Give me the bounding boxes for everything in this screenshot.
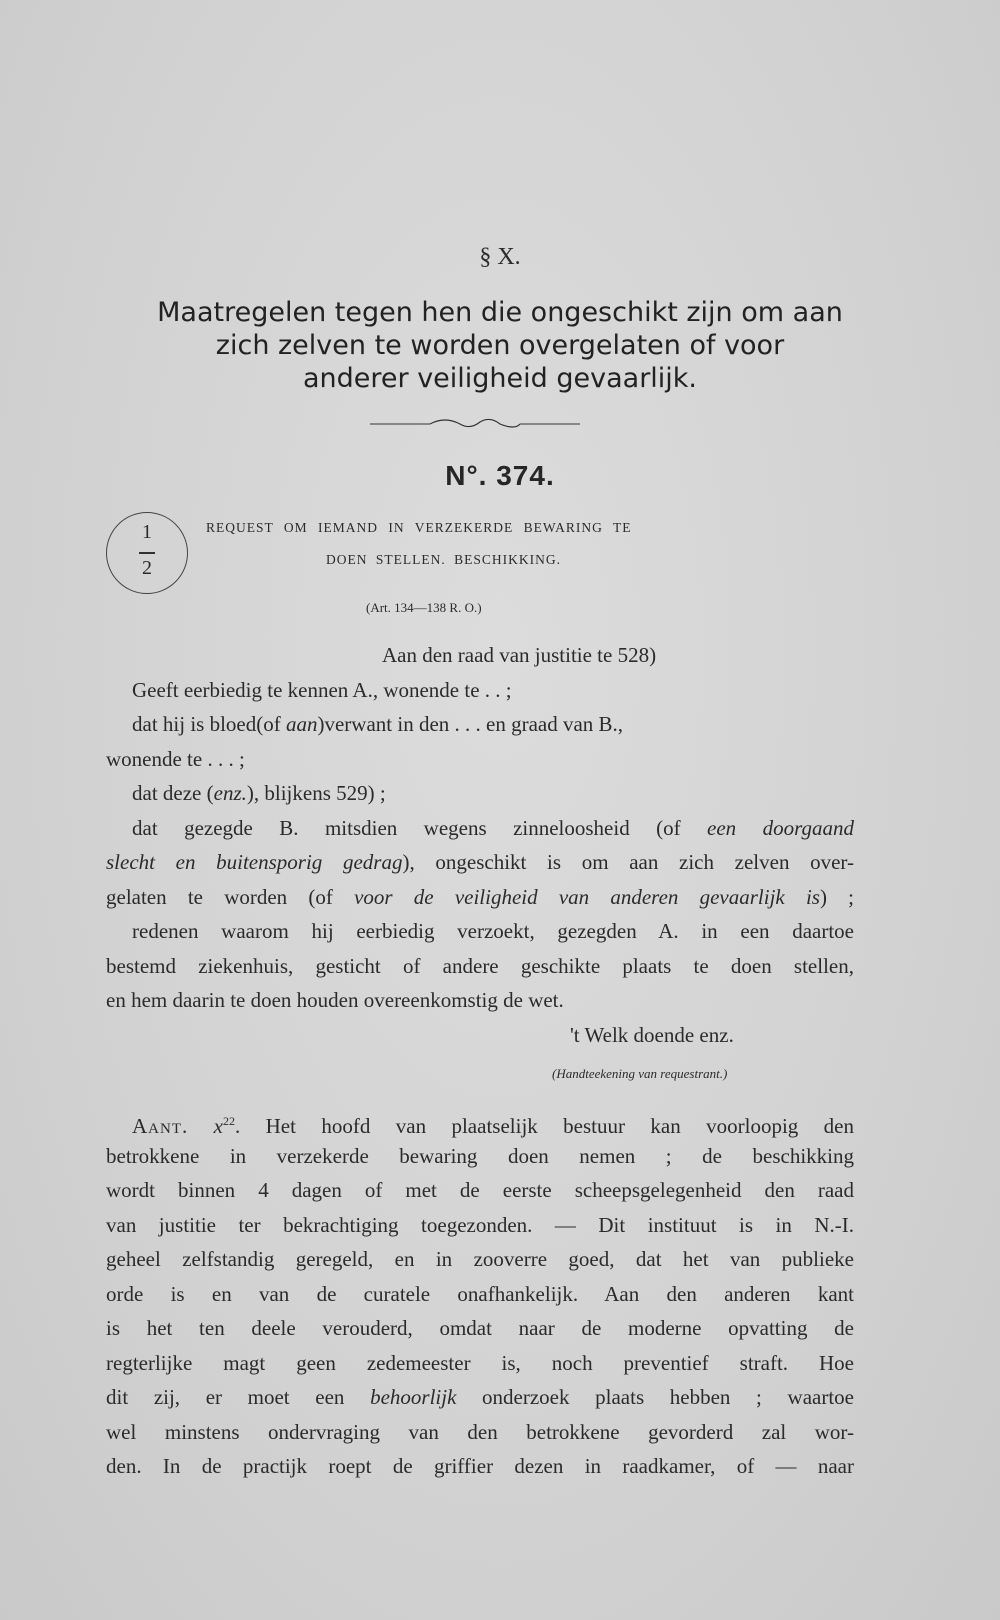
annotation-line: wel minstens ondervraging van den betrokkene gevorderd zal wor-: [106, 1419, 854, 1444]
closing-line: 't Welk doende enz.: [570, 1022, 734, 1047]
annotation-line: [106, 1104, 854, 1139]
ornament-divider: [370, 416, 580, 430]
annotation-line: betrokkene in verzekerde bewaring doen nemen ; de beschikking: [106, 1143, 854, 1168]
italic-run: enz.: [213, 781, 247, 805]
fraction-numerator: 1: [142, 521, 152, 543]
annotation-line: is het ten deele verouderd, omdat naar de moderne opvatting de: [106, 1316, 854, 1340]
text-run: gelaten te worden (of: [106, 884, 355, 909]
italic-run: slecht en buitensporig gedrag: [106, 850, 403, 874]
annotation-ref: x: [213, 1114, 223, 1138]
text-run: ), ongeschikt is om aan zich zelven over-: [402, 850, 854, 874]
request-title-line: REQUEST OM IEMAND IN VERZEKERDE BEWARING TE: [206, 520, 632, 535]
form-line: wonende te . . . ;: [106, 746, 245, 771]
annotation-line: van justitie ter bekrachtiging toegezonden. — Dit instituut is in N.-I.: [106, 1212, 854, 1237]
text-run: )verwant in den . . . en graad van B.,: [317, 712, 624, 736]
fraction-stamp: [106, 512, 188, 594]
form-line: [106, 811, 854, 846]
address-line: Aan den raad van justitie te 528): [382, 643, 657, 667]
text-run: dat deze (: [132, 781, 214, 805]
form-number: N°. 374.: [445, 460, 555, 491]
form-line: Geeft eerbiedig te kennen A., wonende te . . ;: [132, 677, 512, 702]
italic-run: behoorlijk: [370, 1385, 457, 1409]
annotation-line: orde is en van de curatele onafhankelijk. Aan den anderen kant: [106, 1281, 854, 1306]
text-run: ), blijkens 529) ;: [246, 781, 386, 805]
form-line: [106, 707, 854, 742]
section-heading: [90, 296, 910, 395]
annotation-line: wordt binnen 4 dagen of met de eerste scheepsgelegenheid den raad: [106, 1178, 854, 1202]
article-reference: (Art. 134—138 R. O.): [366, 600, 482, 615]
form-line: redenen waarom hij eerbiedig verzoekt, gezegden A. in een daartoe: [132, 919, 854, 943]
text-run: onderzoek plaats hebben ; waartoe: [456, 1385, 854, 1409]
form-line: bestemd ziekenhuis, gesticht of andere geschikte plaats te doen stellen,: [106, 953, 854, 978]
italic-run: voor de veiligheid van anderen gevaarlijk is: [354, 884, 820, 909]
request-title-line: DOEN STELLEN. BESCHIKKING.: [326, 552, 561, 567]
signature-note: (Handteekening van requestrant.): [552, 1066, 728, 1081]
section-mark: § X.: [479, 244, 521, 270]
annotation-line: den. In de practijk roept de griffier dezen in raadkamer, of — naar: [106, 1454, 854, 1478]
heading-line: anderer veiligheid gevaarlijk.: [302, 363, 698, 394]
fraction-bar: [139, 552, 155, 554]
annotation-line: regterlijke magt geen zedemeester is, noch preventief straft. Hoe: [106, 1350, 854, 1375]
annotation-text: [106, 1104, 854, 1484]
annotation-ref-sup: 22: [222, 1114, 235, 1128]
annotation-line: [106, 1380, 854, 1415]
text-run: . Het hoofd van plaatselijk bestuur kan voorloopig den: [234, 1114, 854, 1138]
italic-run: aan: [285, 712, 318, 736]
form-line: en hem daarin te doen houden overeenkomstig de wet.: [106, 988, 564, 1012]
text-run: ) ;: [819, 884, 854, 909]
request-form-text: [106, 638, 854, 1052]
text-run: dat gezegde B. mitsdien wegens zinneloosheid (of: [132, 815, 708, 840]
form-line: [106, 880, 854, 915]
annotation-line: geheel zelfstandig geregeld, en in zooverre goed, dat het van publieke: [106, 1247, 854, 1271]
fraction-denominator: 2: [142, 557, 152, 579]
heading-line: zich zelven te worden overgelaten of voor: [215, 330, 785, 361]
text-run: dit zij, er moet een: [106, 1385, 371, 1409]
text-run: dat hij is bloed(of: [132, 712, 286, 736]
form-line: [106, 776, 854, 811]
italic-run: een doorgaand: [707, 815, 854, 840]
form-line: [106, 845, 854, 880]
annotation-label: Aant.: [132, 1114, 189, 1138]
heading-line: Maatregelen tegen hen die ongeschikt zijn om aan: [157, 297, 843, 328]
